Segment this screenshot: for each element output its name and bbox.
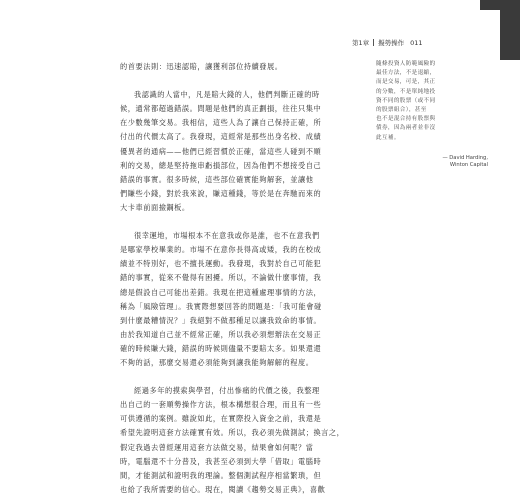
body-line: 不夠的話，那麼交易還必須能夠到讓我能夠解解的程度。 bbox=[120, 357, 314, 367]
body-line: 時，電腦還不十分普及，我甚至必須到大學「借取」電腦時 bbox=[120, 456, 322, 466]
quote-line: 而是交易，可是，其正 bbox=[376, 79, 436, 86]
body-line: 是哪家學校畢業的。市場不在意你長得高或矮，我的在校成 bbox=[120, 245, 322, 255]
body-line: 也給了我所需要的信心。現在，閱讀《趨勢交易正典》，喜歡 bbox=[120, 484, 326, 494]
body-text bbox=[120, 60, 356, 497]
quote-line: 此互補。 bbox=[376, 134, 400, 141]
quote-line: 的分數，不是單純地投 bbox=[376, 88, 436, 95]
quote-author: — David Harding, bbox=[442, 155, 488, 161]
body-line: 總是假設自己可能出差錯。我現在把這種處理事情的方法， bbox=[120, 287, 322, 297]
body-line: 錯的事實，從來不覺得有困擾。所以，不論做什麼事情，我 bbox=[120, 273, 322, 283]
chapter-label: 第1章 bbox=[352, 39, 370, 47]
body-line: 付出的代價太高了。我發現，這經常是那些出身名校、成績 bbox=[120, 132, 322, 142]
body-line: 經過多年的摸索與學習，付出慘痛的代價之後，我整理 bbox=[134, 386, 320, 396]
body-line: 可供遵循的案例。雖說如此，在實際投入資金之前，我還是 bbox=[120, 414, 322, 424]
section-label: 擬勢操作 bbox=[378, 39, 405, 47]
body-line: 很幸運地，市場根本不在意我或你是誰，也不在意我們 bbox=[134, 231, 320, 241]
quote-line: 的股票組合），甚至 bbox=[376, 107, 427, 114]
running-header bbox=[352, 38, 423, 47]
body-line: 候，通常都超過錯誤。問題是他們的真正劃損，往往只集中 bbox=[120, 104, 322, 114]
paragraph-gap bbox=[120, 74, 356, 88]
body-line: 間，才能測試和證明我的理論。整個測試程序相當繁瑣，但 bbox=[120, 470, 322, 480]
body-line: 稱為「風險管理」。我實際想要回答的問題是：「我可能會碰 bbox=[120, 301, 322, 311]
body-line: 假定我過去曾經運用這套方法做交易，結果會如何呢？當 bbox=[120, 442, 314, 452]
body-line: 我認識的人當中，凡是賠大錢的人，他們判斷正確的時 bbox=[134, 90, 320, 100]
body-line: 在少數幾筆交易。我相信，這些人為了讓自己保持正確，所 bbox=[120, 118, 322, 128]
quote-affiliation: Winton Capital bbox=[449, 162, 488, 168]
quote-line: 債券，因為兩者並非沒 bbox=[376, 125, 436, 132]
body-line: 出自己的一套順勢操作方法，根本構想很合理，而且有一些 bbox=[120, 400, 322, 410]
quote-attribution bbox=[418, 155, 488, 169]
body-line: 們賺些小錢，對於我來說，賺這種錢，等於是在奔馳而來的 bbox=[120, 188, 322, 198]
quote-line: 資不同的股票（或不同 bbox=[376, 97, 436, 104]
body-line: 錯誤的事實。很多時候，這些部位確實能夠解套，並讓他 bbox=[120, 174, 314, 184]
page-number: 011 bbox=[410, 39, 423, 47]
quote-line: 隨條投資人防範風險的 bbox=[376, 61, 436, 67]
header-divider bbox=[373, 39, 374, 46]
body-line: 希望先證明這套方法確實有效。所以，我必須先做測試；換言之， bbox=[120, 428, 345, 438]
body-line: 利的交易，總是堅持拖串虧損部位，因為他們不想接受自己 bbox=[120, 160, 322, 170]
body-line: 績並不特別好，也不擅長運動。我發現，我對於自己可能犯 bbox=[120, 259, 322, 269]
quote-line: 最佳方法，不是退縮， bbox=[376, 70, 436, 77]
paragraph-gap bbox=[120, 370, 356, 384]
body-line: 到什麼最糟情況？」我絕對不做那種足以讓我致命的事情。 bbox=[120, 315, 322, 325]
sidebar-quote bbox=[376, 60, 481, 143]
body-line: 確的時候賺大錢，錯誤的時候則儘量不要賠太多。如果還還 bbox=[120, 343, 322, 353]
body-line: 由於我知道自己並不經常正確，所以我必須想辦法在交易正 bbox=[120, 329, 322, 339]
body-line: 優異者的通病——他們已經習慣於正確，當這些人碰到不順 bbox=[120, 146, 322, 156]
paragraph-gap bbox=[120, 215, 356, 229]
body-line: 的首要法則：迅速認賠，讓獲利部位持續發展。 bbox=[120, 62, 283, 71]
quote-line: 也不是混合持有股票與 bbox=[376, 116, 436, 123]
body-line: 大卡車前面撿鋼板。 bbox=[120, 202, 190, 212]
chapter-tab bbox=[500, 0, 520, 60]
